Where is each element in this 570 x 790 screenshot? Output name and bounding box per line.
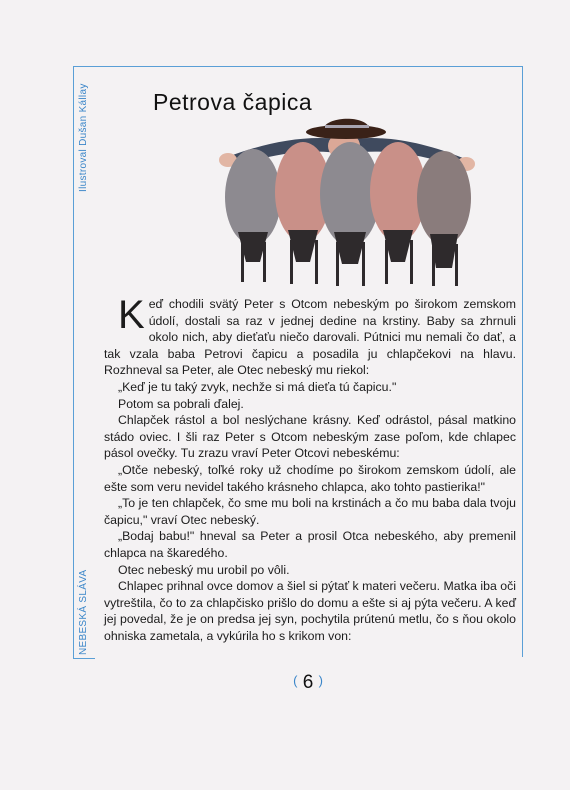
page-number: ( 6 ) <box>293 672 323 693</box>
story-text <box>104 293 516 644</box>
story-paragraph: Potom sa pobrali ďalej. <box>118 396 244 411</box>
story-paragraph: Chlapec prihnal ovce domov a šiel si pýtať k materi večeru. Matka iba oči vytreštila, čo to za chlapčisko prišlo do domu a ešte si aj pýta večeru. A keď jej povedal, že je on predsa jej syn, pochytila prútenú metlu, čo s ňou okolo ohniska zametala, a vykúrila ho s krikom von: <box>104 579 516 643</box>
story-opening-paragraph <box>104 293 516 379</box>
drop-cap: K <box>118 293 145 337</box>
page-frame-right <box>522 66 523 657</box>
page-title: Petrova čapica <box>153 89 313 116</box>
sheep-and-shepherd-boy-illustration <box>208 112 483 292</box>
section-label: NEBESKÁ SLÁVA <box>78 569 89 655</box>
page-frame-top <box>94 66 523 67</box>
story-opening-text: eď chodili svätý Peter s Otcom nebeským po širokom zemskom údolí, dostali sa raz v jednej dedine na krstiny. Baby sa zhrnuli okolo nich, aby dieťaťu niečo darovali. Pútnici mu nemali čo dať, a tak vzala baba Petrovi čapicu a posadila ju chlapčekovi na hlavu. Rozhneval sa Peter, ale Otec nebeský mu riekol: <box>104 297 516 378</box>
story-paragraph: „Otče nebeský, toľké roky už chodíme po širokom zemskom údolí, ale ešte som veru nevidel takého krásneho chlapca, ako tohto pastierika!" <box>104 462 516 494</box>
illustrator-credit: Ilustroval Dušan Kállay <box>78 83 89 192</box>
story-paragraph: Chlapček rástol a bol neslýchane krásny. Keď odrástol, pásal matkino stádo oviec. I šli raz Peter s Otcom nebeským zase poľom, kde chlapec pásol ovečky. Tu zrazu vraví Peter Otcovi nebeskému: <box>104 413 516 461</box>
story-paragraph: Otec nebeský mu urobil po vôli. <box>118 562 290 577</box>
story-paragraph: „To je ten chlapček, čo sme mu boli na krstinách a čo mu baba dala tvoju čapicu," vraví Otec nebeský. <box>104 496 516 527</box>
story-paragraph: „Bodaj babu!" hneval sa Peter a prosil Otca nebeského, aby premenil chlapca na škaredého. <box>104 529 516 560</box>
story-paragraph: „Keď je tu taký zvyk, nechže si má dieťa tú čapicu." <box>118 379 397 394</box>
page-number-value: 6 <box>302 672 314 693</box>
